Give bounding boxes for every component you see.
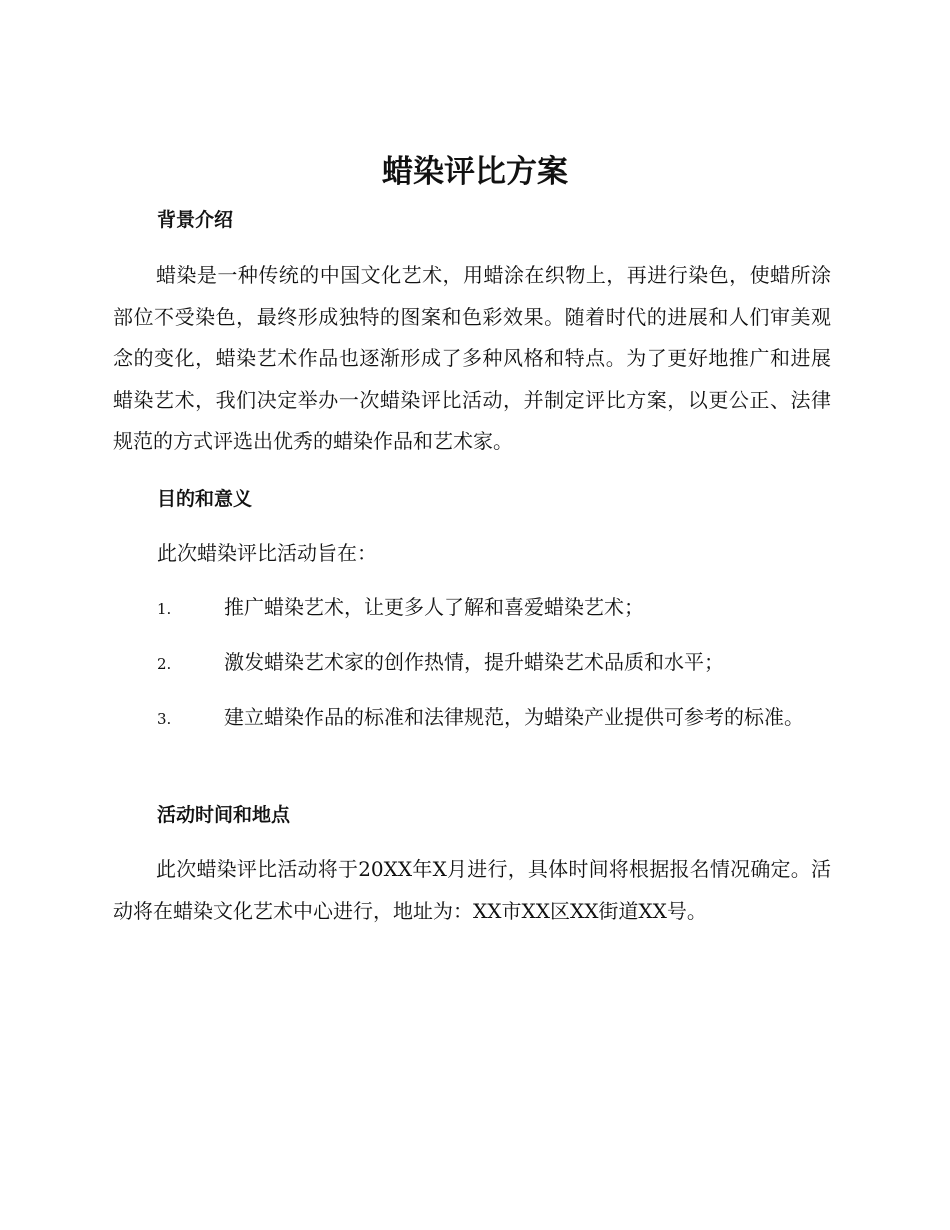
list-text: 激发蜡染艺术家的创作热情，提升蜡染艺术品质和水平； bbox=[224, 650, 724, 674]
background-paragraph: 蜡染是一种传统的中国文化艺术，用蜡涂在织物上，再进行染色，使蜡所涂部位不受染色，最终形成独特的图案和色彩效果。随着时代的进展和人们审美观念的变化，蜡染艺术作品也逐渐形成了多种风格和特点。为了更好地推广和进展蜡染艺术，我们决定举办一次蜡染评比活动，并制定评比方案，以更公正、法律规范的方式评选出优秀的蜡染作品和艺术家。 bbox=[113, 263, 831, 453]
list-text: 建立蜡染作品的标准和法律规范，为蜡染产业提供可参考的标准。 bbox=[224, 705, 804, 729]
section-heading-purpose: 目的和意义 bbox=[157, 488, 253, 510]
list-text: 推广蜡染艺术，让更多人了解和喜爱蜡染艺术； bbox=[224, 595, 644, 619]
section-heading-time-place: 活动时间和地点 bbox=[157, 804, 291, 826]
section-heading-background: 背景介绍 bbox=[157, 209, 234, 231]
purpose-list-item bbox=[113, 697, 831, 741]
document-title: 蜡染评比方案 bbox=[382, 154, 568, 190]
list-number: 3. bbox=[157, 710, 172, 728]
list-number: 2. bbox=[157, 655, 172, 673]
list-number: 1. bbox=[157, 600, 172, 618]
purpose-list-item bbox=[113, 587, 831, 631]
time-place-paragraph: 此次蜡染评比活动将于20XX年X月进行，具体时间将根据报名情况确定。活动将在蜡染文化艺术中心进行，地址为：XX市XX区XX街道XX号。 bbox=[113, 857, 831, 923]
purpose-list-item bbox=[113, 642, 831, 686]
purpose-intro: 此次蜡染评比活动旨在： bbox=[157, 541, 377, 565]
